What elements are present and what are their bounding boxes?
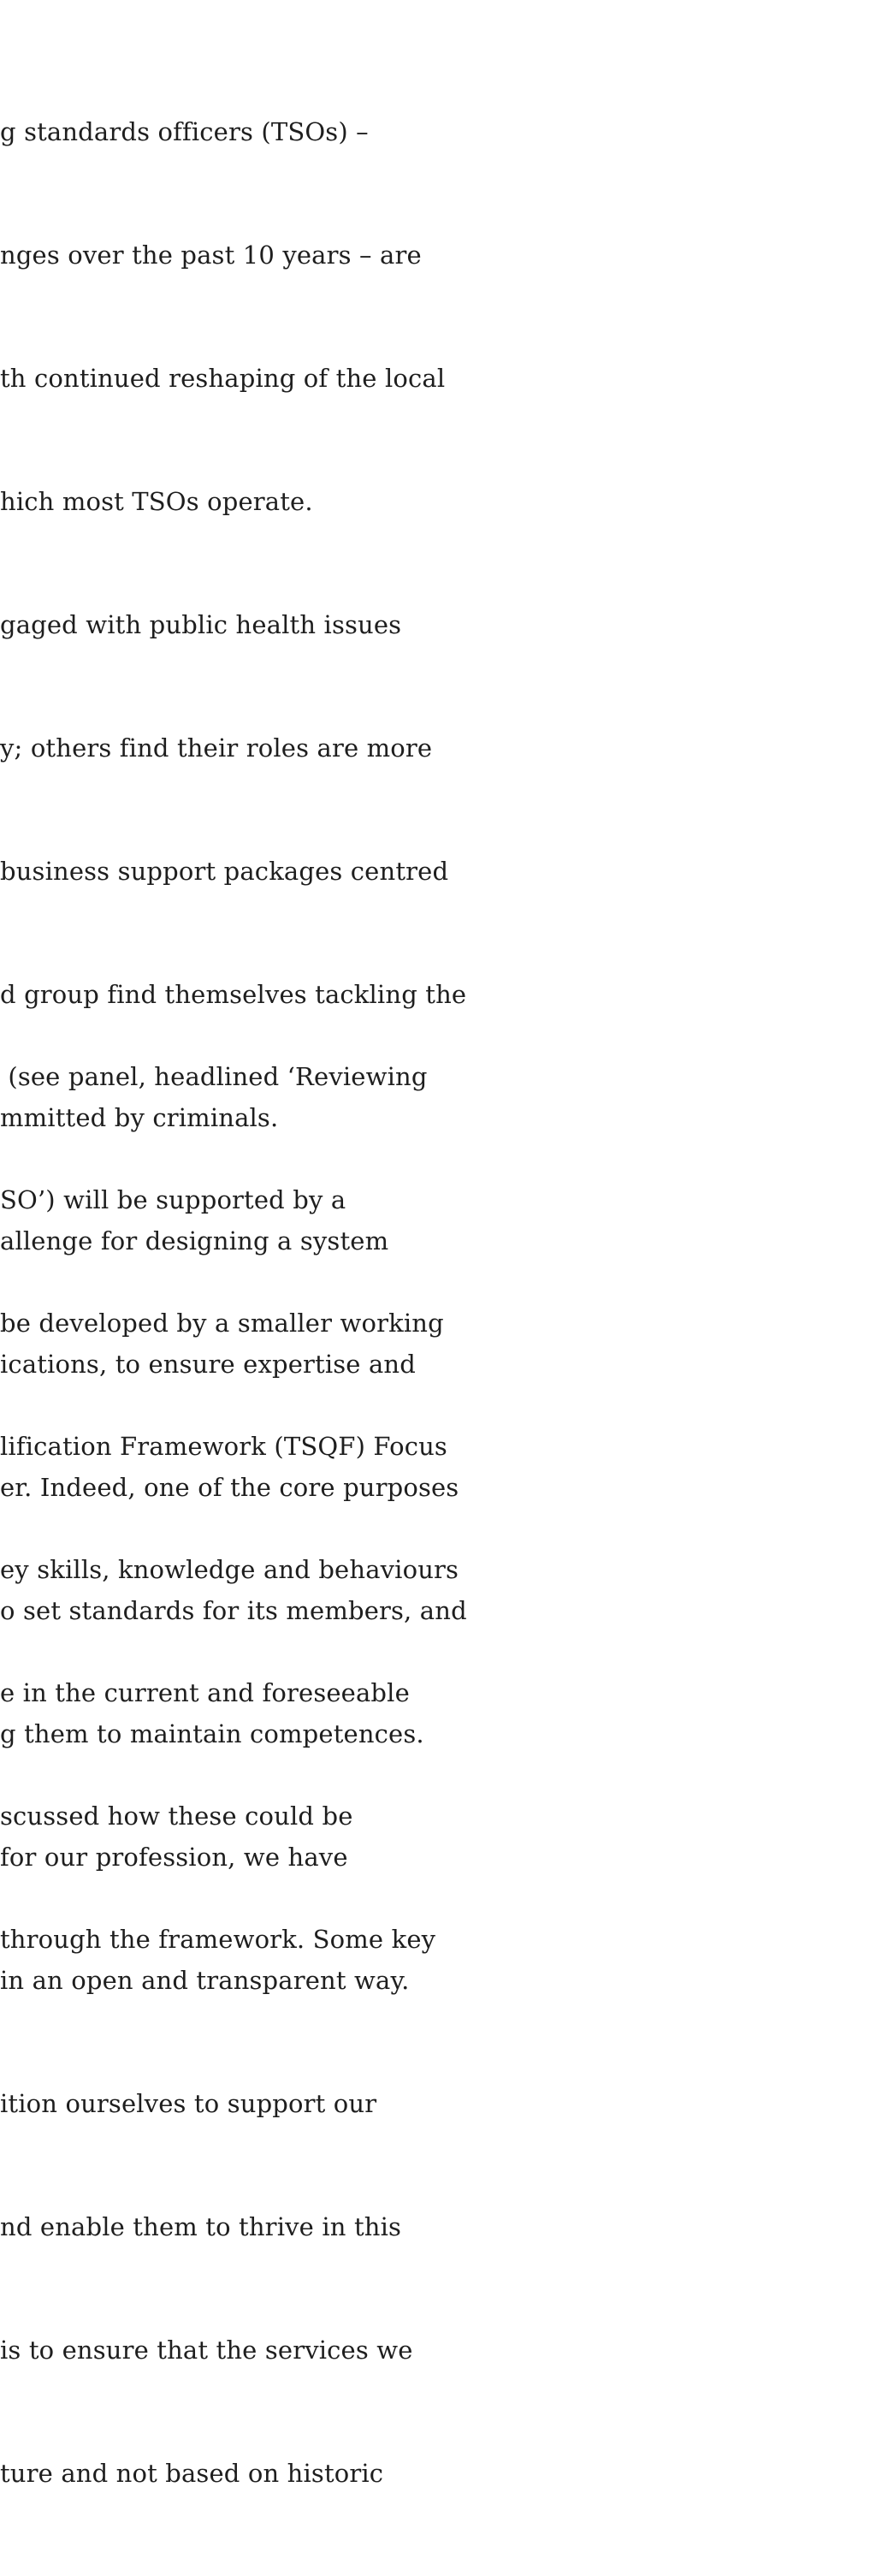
text-line: ications, to ensure expertise and bbox=[0, 1350, 416, 1379]
text-line: ture and not based on historic bbox=[0, 2459, 384, 2488]
text-line: lification Framework (TSQF) Focus bbox=[0, 1432, 447, 1461]
text-line: g standards officers (TSOs) – bbox=[0, 117, 369, 146]
text-line: be developed by a smaller working bbox=[0, 1309, 444, 1338]
text-line: er. Indeed, one of the core purposes bbox=[0, 1473, 459, 1502]
text-line: d group find themselves tackling the bbox=[0, 980, 467, 1009]
paragraph-2 bbox=[0, 974, 513, 2042]
text-line: SO’) will be supported by a bbox=[0, 1185, 346, 1214]
text-line: mmitted by criminals. bbox=[0, 1103, 279, 1132]
text-line: for our profession, we have bbox=[0, 1843, 348, 1872]
text-line: nd enable them to thrive in this bbox=[0, 2212, 402, 2241]
text-line: (see panel, headlined ‘Reviewing bbox=[0, 1062, 428, 1091]
text-line: nges over the past 10 years – are bbox=[0, 240, 422, 270]
text-line: in an open and transparent way. bbox=[0, 1966, 410, 1995]
text-line: g them to maintain competences. bbox=[0, 1719, 424, 1748]
text-line: business support packages centred bbox=[0, 857, 449, 886]
text-line: allenge for designing a system bbox=[0, 1226, 389, 1255]
text-line: ition ourselves to support our bbox=[0, 2089, 377, 2118]
text-line: gaged with public health issues bbox=[0, 610, 402, 639]
text-line: through the framework. Some key bbox=[0, 1925, 436, 1954]
text-line: o set standards for its members, and bbox=[0, 1596, 467, 1625]
text-line: e in the current and foreseeable bbox=[0, 1678, 410, 1707]
text-line: hich most TSOs operate. bbox=[0, 487, 313, 516]
text-line: ey skills, knowledge and behaviours bbox=[0, 1555, 459, 1584]
text-line: is to ensure that the services we bbox=[0, 2336, 413, 2365]
text-line: th continued reshaping of the local bbox=[0, 364, 446, 393]
text-line: scussed how these could be bbox=[0, 1801, 353, 1831]
text-line: y; others find their roles are more bbox=[0, 733, 433, 763]
